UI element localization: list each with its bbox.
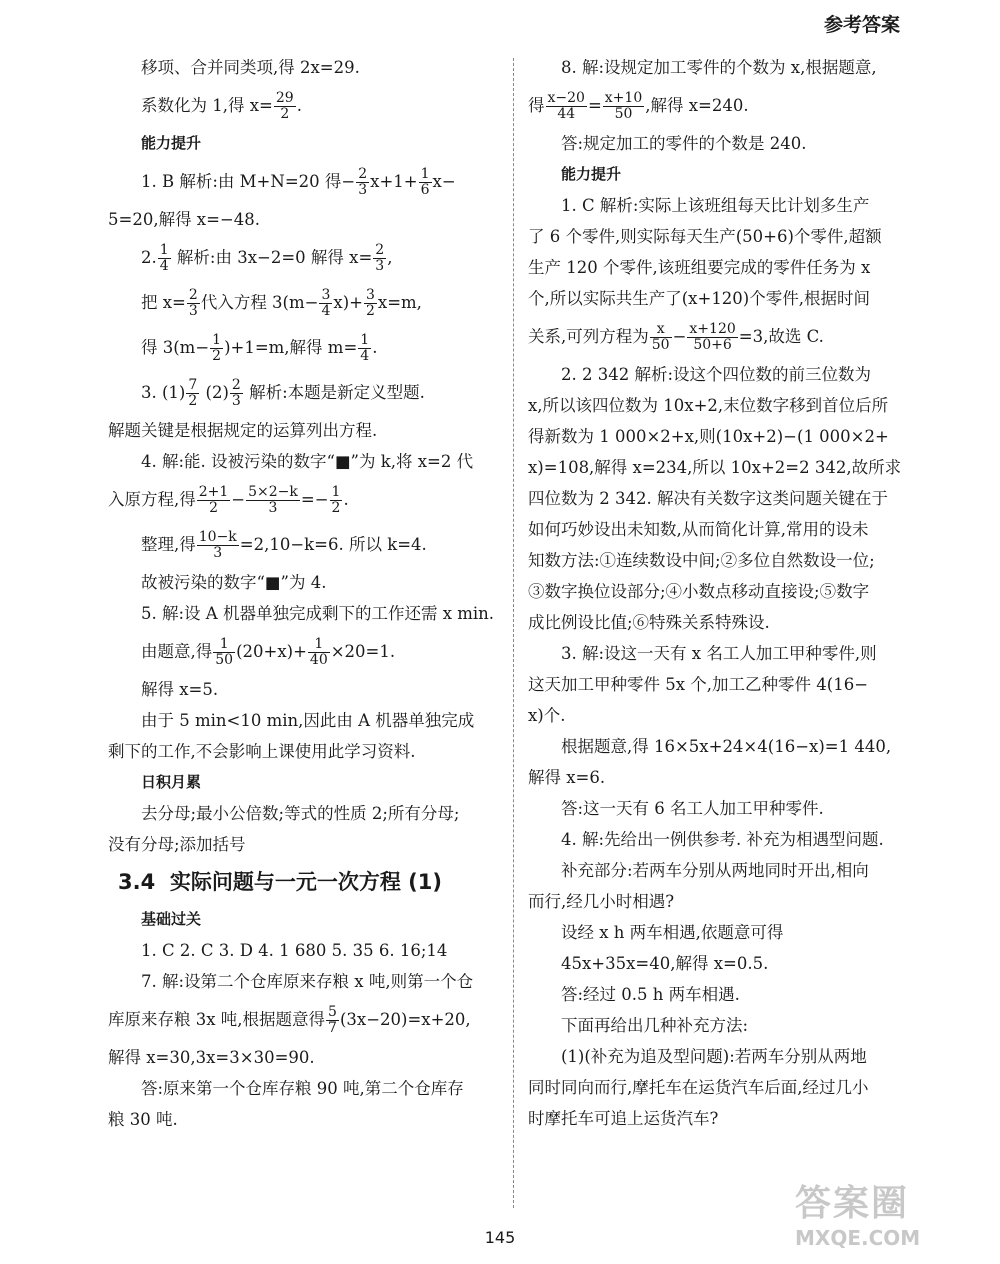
text-line: 系数化为 1,得 x= $\frac{29}{2}$ . [141,90,302,122]
fraction: $\frac{1}{6}$ [420,166,430,198]
text-line: 补充部分:若两车分别从两地同时开出,相向 [561,861,869,880]
fraction: $\frac{x-20}{44}$ [547,90,585,122]
text-line: 45x+35x=40,解得 x=0.5. [561,954,769,973]
text-line: 解得 x=6. [528,768,606,787]
fraction: $\frac{2+1}{2}$ [198,484,229,516]
text-line: 4. 解:先给出一例供参考. 补充为相遇型问题. [561,830,884,849]
text-line: 答:这一天有 6 名工人加工甲种零件. [561,799,824,818]
text-line: 得 $\frac{x-20}{44}$ = $\frac{x+10}{50}$ ,解得 x=240. [528,90,749,122]
text-line: 3. (1) $\frac{7}{2}$ (2) $\frac{2}{3}$ 解析:本题是新定义型题. [141,377,425,409]
text-line: 5. 解:设 A 机器单独完成剩下的工作还需 x min. [141,604,495,623]
text-line: 关系,可列方程为 $\frac{x}{50}$ − $\frac{x+120}{50+6}$ =3,故选 C. [528,321,824,353]
text-line: 了 6 个零件,则实际每天生产(50+6)个零件,超额 [528,227,882,246]
text-line: 解得 x=5. [141,680,219,699]
text-line: 个,所以实际共生产了(x+120)个零件,根据时间 [528,289,870,308]
text-line: 同时同向而行,摩托车在运货汽车后面,经过几小 [528,1078,869,1097]
text-line: 由于 5 min<10 min,因此由 A 机器单独完成 [141,711,475,730]
right-column [528,52,916,1134]
fraction: $\frac{10-k}{3}$ [198,529,237,561]
text-line: 解得 x=30,3x=3×30=90. [108,1048,315,1067]
fraction: $\frac{1}{40}$ [309,636,328,668]
fraction: $\frac{2}{3}$ [375,242,385,274]
fraction: $\frac{x+120}{50+6}$ [689,321,736,353]
text-line: 知数方法:①连续数设中间;②多位自然数设一位; [528,551,875,570]
fraction: $\frac{2}{3}$ [231,377,241,409]
fraction: $\frac{5}{7}$ [328,1004,337,1036]
subsection-heading: 基础过关 [141,910,202,928]
text-line: 2. $\frac{1}{4}$ 解析:由 3x−2=0 解得 x= $\frac{2}{3}$ , [141,242,393,274]
text-line: 2. 2 342 解析:设这个四位数的前三位数为 [561,365,872,384]
watermark [795,1175,970,1255]
text-line: 时摩托车可追上运货汽车? [528,1109,719,1128]
text-line: 剩下的工作,不会影响上课使用此学习资料. [108,742,416,761]
fraction: $\frac{x+10}{50}$ [604,90,643,122]
fraction: $\frac{1}{50}$ [215,636,234,668]
fraction: $\frac{3}{2}$ [365,287,375,319]
text-line: 1. C 2. C 3. D 4. 1 680 5. 35 6. 16;14 [141,941,448,960]
text-line: 5=20,解得 x=−48. [108,210,261,229]
text-line: 答:经过 0.5 h 两车相遇. [561,985,740,1004]
text-line: x)个. [528,706,566,725]
text-line: 整理,得 $\frac{10-k}{3}$ =2,10−k=6. 所以 k=4. [141,529,427,561]
text-line: 故被污染的数字“■”为 4. [141,573,327,592]
text-line: 3. 解:设这一天有 x 名工人加工甲种零件,则 [561,644,877,663]
text-line: 答:规定加工的零件的个数是 240. [561,134,807,153]
text-line: x,所以该四位数为 10x+2,末位数字移到首位后所 [528,396,889,415]
text-line: 这天加工甲种零件 5x 个,加工乙种零件 4(16− [528,675,869,694]
fraction: $\frac{1}{4}$ [159,242,169,274]
text-line: 根据题意,得 16×5x+24×4(16−x)=1 440, [561,737,892,756]
text-line: 得新数为 1 000×2+x,则(10x+2)−(1 000×2+ [528,427,889,446]
section-title: 3.4 实际问题与一元一次方程 (1) [118,870,442,894]
text-line: 去分母;最小公倍数;等式的性质 2;所有分母; [141,804,460,823]
text-line: 8. 解:设规定加工零件的个数为 x,根据题意, [561,58,877,77]
text-line: 生产 120 个零件,该班组要完成的零件任务为 x [528,258,871,277]
text-line: 库原来存粮 3x 吨,根据题意得 $\frac{5}{7}$ (3x−20)=x+20, [108,1004,471,1036]
watermark-url: MXQE.COM [795,1226,921,1250]
text-line: x)=108,解得 x=234,所以 10x+2=2 342,故所求 [528,458,902,477]
text-line: ③数字换位设部分;④小数点移动直接设;⑤数字 [528,582,870,601]
fraction: $\frac{29}{2}$ [275,90,294,122]
subsection-heading: 能力提升 [561,165,622,183]
text-line: 得 3(m− $\frac{1}{2}$ )+1=m,解得 m= $\frac{1}{4}$ . [141,332,378,364]
fraction: $\frac{1}{4}$ [360,332,370,364]
text-line: 把 x= $\frac{2}{3}$ 代入方程 3(m− $\frac{3}{4}$ x)+ $\frac{3}{2}$ x=m, [141,287,422,319]
fraction: $\frac{1}{2}$ [331,484,341,516]
fraction: $\frac{1}{2}$ [212,332,222,364]
text-line: 由题意,得 $\frac{1}{50}$ (20+x)+ $\frac{1}{40}$ ×20=1. [141,636,396,668]
text-line: 7. 解:设第二个仓库原来存粮 x 吨,则第一个仓 [141,972,474,991]
left-column [108,52,503,1135]
fraction: $\frac{3}{4}$ [321,287,331,319]
text-line: 4. 解:能. 设被污染的数字“■”为 k,将 x=2 代 [141,452,474,471]
column-divider [513,58,514,1208]
text-line: 入原方程,得 $\frac{2+1}{2}$ − $\frac{5\times 2-k}{3}$ =− $\frac{1}{2}$ . [108,484,349,516]
fraction: $\frac{7}{2}$ [188,377,198,409]
watermark-logo: 答案圈 [795,1183,910,1224]
text-line: 如何巧妙设出未知数,从而简化计算,常用的设未 [528,520,869,539]
text-line: (1)(补充为追及型问题):若两车分别从两地 [561,1047,867,1066]
text-line: 下面再给出几种补充方法: [561,1016,749,1035]
text-line: 成比例设比值;⑥特殊关系特殊设. [528,613,770,632]
fraction: $\frac{2}{3}$ [358,166,368,198]
fraction: $\frac{x}{50}$ [651,321,670,353]
fraction: $\frac{2}{3}$ [188,287,198,319]
text-line: 设经 x h 两车相遇,依题意可得 [561,923,784,942]
fraction: $\frac{5\times 2-k}{3}$ [248,484,298,516]
text-line: 1. B 解析:由 M+N=20 得− $\frac{2}{3}$ x+1+ $\frac{1}{6}$ x− [141,166,456,198]
text-line: 1. C 解析:实际上该班组每天比计划多生产 [561,196,870,215]
text-line: 答:原来第一个仓库存粮 90 吨,第二个仓库存 [141,1079,464,1098]
page-number: 145 [484,1228,516,1247]
subsection-heading: 能力提升 [141,134,202,152]
text-line: 没有分母;添加括号 [108,835,246,854]
text-line: 而行,经几小时相遇? [528,892,675,911]
text-line: 四位数为 2 342. 解决有关数字这类问题关键在于 [528,489,888,508]
text-line: 粮 30 吨. [108,1110,178,1129]
subsection-heading: 日积月累 [141,773,202,791]
text-line: 移项、合并同类项,得 2x=29. [141,58,360,77]
page-header: 参考答案 [823,14,900,36]
text-line: 解题关键是根据规定的运算列出方程. [108,421,378,440]
